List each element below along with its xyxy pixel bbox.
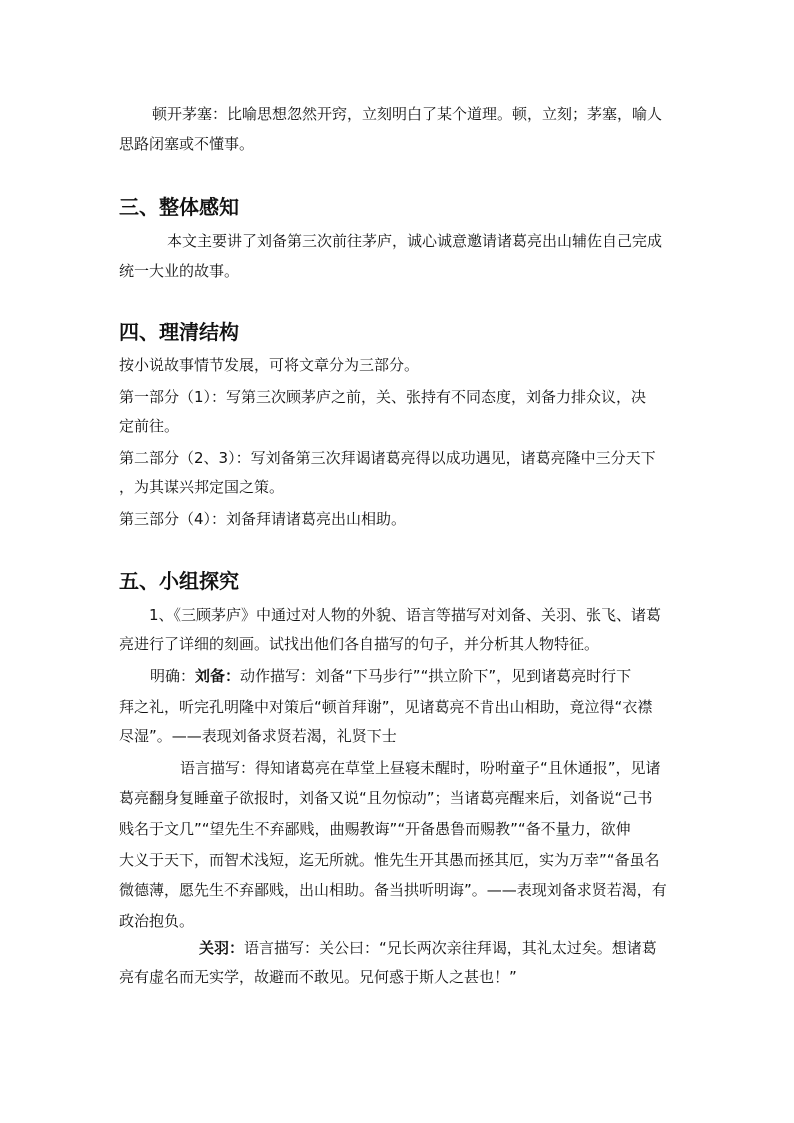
text-line: 贱名于文几”“望先生不弃鄙贱，曲赐教诲”“开备愚鲁而赐教”“备不量力，欲伸 <box>119 820 631 838</box>
text-line: 1、《三顾茅庐》中通过对人物的外貌、语言等描写对刘备、关羽、张飞、诸葛 <box>149 606 662 624</box>
text-line: 亮有虚名而无实学，故避而不敢见。兄何惑于斯人之甚也！” <box>119 968 517 986</box>
text-line: 思路闭塞或不懂事。 <box>119 135 255 153</box>
text-line: 政治抱负。 <box>119 912 195 930</box>
text-line: 语言描写：得知诸葛亮在草堂上昼寝未醒时，吩咐童子“且休通报”，见诸 <box>180 759 661 777</box>
text-line: 尽湿”。——表现刘备求贤若渴，礼贤下士 <box>119 727 397 745</box>
text-line <box>150 661 710 691</box>
text-line: 第二部分（2、3）：写刘备第三次拜谒诸葛亮得以成功遇见，诸葛亮隆中三分天下 <box>119 449 656 467</box>
answer-prefix: 明确： <box>150 667 196 685</box>
section-heading-5: 五、小组探究 <box>119 569 239 593</box>
text-line: 本文主要讲了刘备第三次前往茅庐，诚心诚意邀请诸葛亮出山辅佐自己完成 <box>167 232 663 250</box>
text-span: 动作描写：刘备“下马步行”“拱立阶下”，见到诸葛亮时行下 <box>240 667 632 685</box>
text-line: 微德薄，愿先生不弃鄙贱，出山相助。备当拱听明诲”。——表现刘备求贤若渴，有 <box>119 881 667 899</box>
text-line: 按小说故事情节发展，可将文章分为三部分。 <box>119 356 420 374</box>
text-span: 语言描写：关公曰：“兄长两次亲往拜谒，其礼太过矣。想诸葛 <box>244 939 657 957</box>
text-line: 第一部分（1）：写第三次顾茅庐之前，关、张持有不同态度，刘备力排众议，决 <box>119 388 647 406</box>
text-line: 大义于天下，而智术浅短，迄无所就。惟先生开其愚而拯其厄，实为万幸”“备虽名 <box>119 851 660 869</box>
character-name-liubei: 刘备： <box>195 667 241 685</box>
section-heading-3: 三、整体感知 <box>119 195 239 219</box>
text-line: 拜之礼，听完孔明隆中对策后“顿首拜谢”，见诸葛亮不肯出山相助，竟泣得“衣襟 <box>119 698 653 716</box>
character-name-guanyu: 关羽： <box>199 939 245 957</box>
text-line: 第三部分（4）：刘备拜请诸葛亮出山相助。 <box>119 510 407 528</box>
text-line: 统一大业的故事。 <box>119 262 240 280</box>
text-line <box>199 933 759 963</box>
text-line: 顿开茅塞：比喻思想忽然开窍，立刻明白了某个道理。顿，立刻；茅塞，喻人 <box>152 105 663 123</box>
text-line: 亮进行了详细的刻画。试找出他们各自描写的句子，并分析其人物特征。 <box>119 635 600 653</box>
text-line: 定前往。 <box>119 417 180 435</box>
text-line: ，为其谋兴邦定国之策。 <box>119 478 285 496</box>
text-line: 葛亮翻身复睡童子欲报时，刘备又说“且勿惊动”；当诸葛亮醒来后，刘备说“己书 <box>119 789 653 807</box>
section-heading-4: 四、理清结构 <box>119 320 239 344</box>
